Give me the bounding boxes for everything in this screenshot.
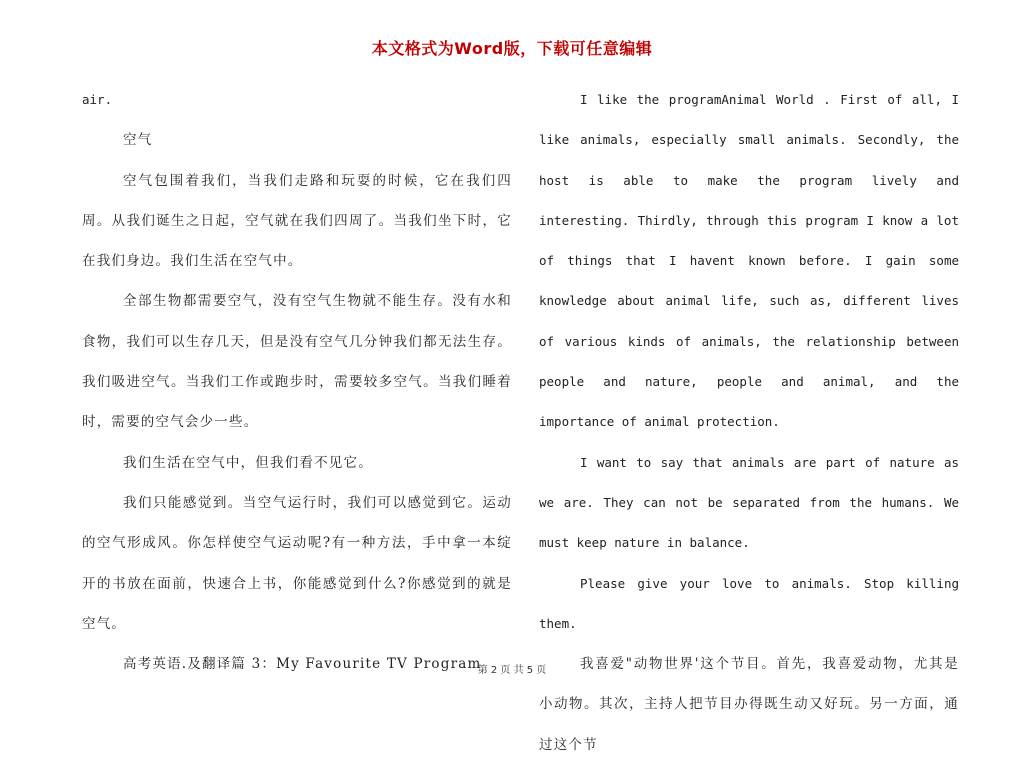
paragraph-translation: 我喜爱"动物世界'这个节目。首先，我喜爱动物，尤其是小动物。其次，主持人把节目办得既生动又好玩。另一方面，通过这个节	[539, 656, 959, 753]
paragraph-give-love: Please give your love to animals. Stop killing them.	[539, 575, 967, 631]
page-number: 第 2 页 共 5 页	[477, 665, 547, 676]
paragraph-animal-world: I like the programAnimal World . First of all, I like animals, especially small animals. Secondly, the host is able to make the program lively and interesting. Thirdly, through this program I know a lot of things that I havent known before. I gain some knowledge about animal life, such as, different lives of various kinds of animals, the relationship between people and nature, people and animal, and the importance of animal protection.	[539, 92, 967, 430]
paragraph-feel-air: 我们只能感觉到。当空气运行时，我们可以感觉到它。运动的空气形成风。你怎样使空气运动呢?有一种方法，手中拿一本绽开的书放在面前，快速合上书，你能感觉到什么?你感觉到的就是空气。	[82, 494, 512, 632]
paragraph-air-end: air.	[82, 92, 113, 107]
format-banner: 本文格式为Word版，下载可任意编辑	[371, 39, 653, 58]
paragraph-cannot-see: 我们生活在空气中，但我们看不见它。	[123, 454, 373, 471]
section-heading-air: 空气	[123, 132, 153, 149]
section-heading-tv-program: 高考英语.及翻译篇 3：My Favourite TV Program	[123, 656, 482, 673]
paragraph-part-of-nature: I want to say that animals are part of nature as we are. They can not be separated from the humans. We must keep nature in balance.	[539, 454, 967, 551]
left-column	[82, 80, 512, 684]
paragraph-air-surrounds: 空气包围着我们，当我们走路和玩耍的时候，它在我们四周。从我们诞生之日起，空气就在我们四周了。当我们坐下时，它在我们身边。我们生活在空气中。	[82, 172, 512, 270]
paragraph-living-things: 全部生物都需要空气，没有空气生物就不能生存。没有水和食物，我们可以生存几天，但是没有空气几分钟我们都无法生存。我们吸进空气。当我们工作或跑步时，需要较多空气。当我们睡着时，需要的空气会少一些。	[82, 293, 512, 431]
